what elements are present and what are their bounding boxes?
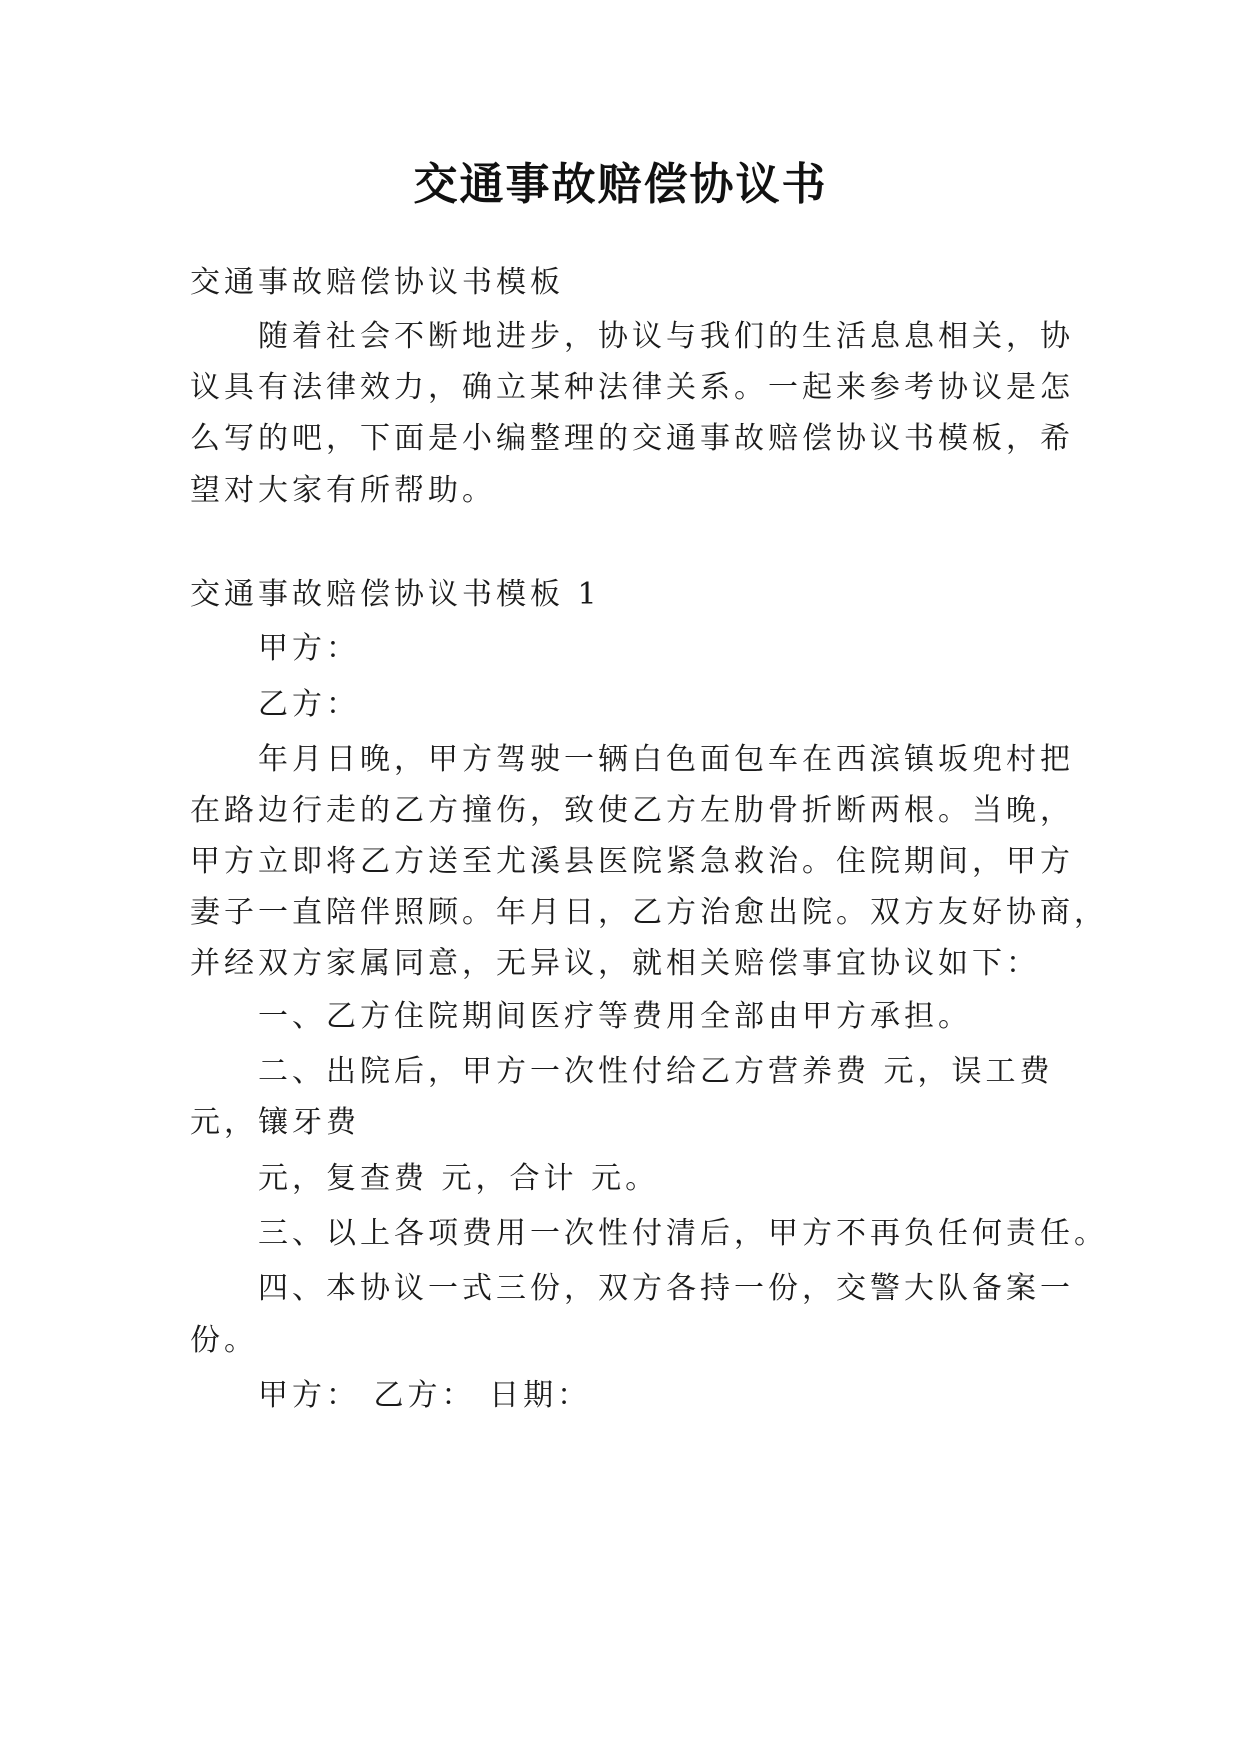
facts-line-2: 在路边行走的乙方撞伤，致使乙方左肋骨折断两根。当晚，: [190, 793, 1074, 828]
intro-line-2: 议具有法律效力，确立某种法律关系。一起来参考协议是怎: [190, 370, 1074, 405]
document-title: 交通事故赔偿协议书: [413, 159, 828, 210]
clause-2-line-2: 元，镶牙费: [190, 1105, 360, 1140]
party-a-label: 甲方：: [258, 631, 360, 666]
facts-line-1: 年月日晚，甲方驾驶一辆白色面包车在西滨镇坂兜村把: [258, 742, 1074, 777]
template-heading: 交通事故赔偿协议书模板: [190, 265, 564, 300]
clause-4-line-2: 份。: [190, 1323, 258, 1358]
intro-line-3: 么写的吧，下面是小编整理的交通事故赔偿协议书模板，希: [190, 421, 1074, 456]
clause-2-line-1: 二、出院后，甲方一次性付给乙方营养费 元，误工费: [258, 1054, 1054, 1089]
clause-3: 三、以上各项费用一次性付清后，甲方不再负任何责任。: [258, 1216, 1108, 1251]
facts-line-4: 妻子一直陪伴照顾。年月日，乙方治愈出院。双方友好协商，: [190, 895, 1108, 930]
clause-1: 一、乙方住院期间医疗等费用全部由甲方承担。: [258, 999, 972, 1034]
clause-4-line-1: 四、本协议一式三份，双方各持一份，交警大队备案一: [258, 1271, 1074, 1306]
signature-line: 甲方： 乙方： 日期：: [258, 1378, 592, 1413]
intro-line-4: 望对大家有所帮助。: [190, 473, 496, 508]
clause-2-line-3: 元，复查费 元，合计 元。: [258, 1161, 660, 1196]
party-b-label: 乙方：: [258, 687, 360, 722]
template-1-heading: 交通事故赔偿协议书模板 1: [190, 577, 601, 612]
intro-line-1: 随着社会不断地进步，协议与我们的生活息息相关，协: [258, 319, 1074, 354]
facts-line-5: 并经双方家属同意，无异议，就相关赔偿事宜协议如下：: [190, 946, 1040, 981]
facts-line-3: 甲方立即将乙方送至尤溪县医院紧急救治。住院期间，甲方: [190, 844, 1074, 879]
